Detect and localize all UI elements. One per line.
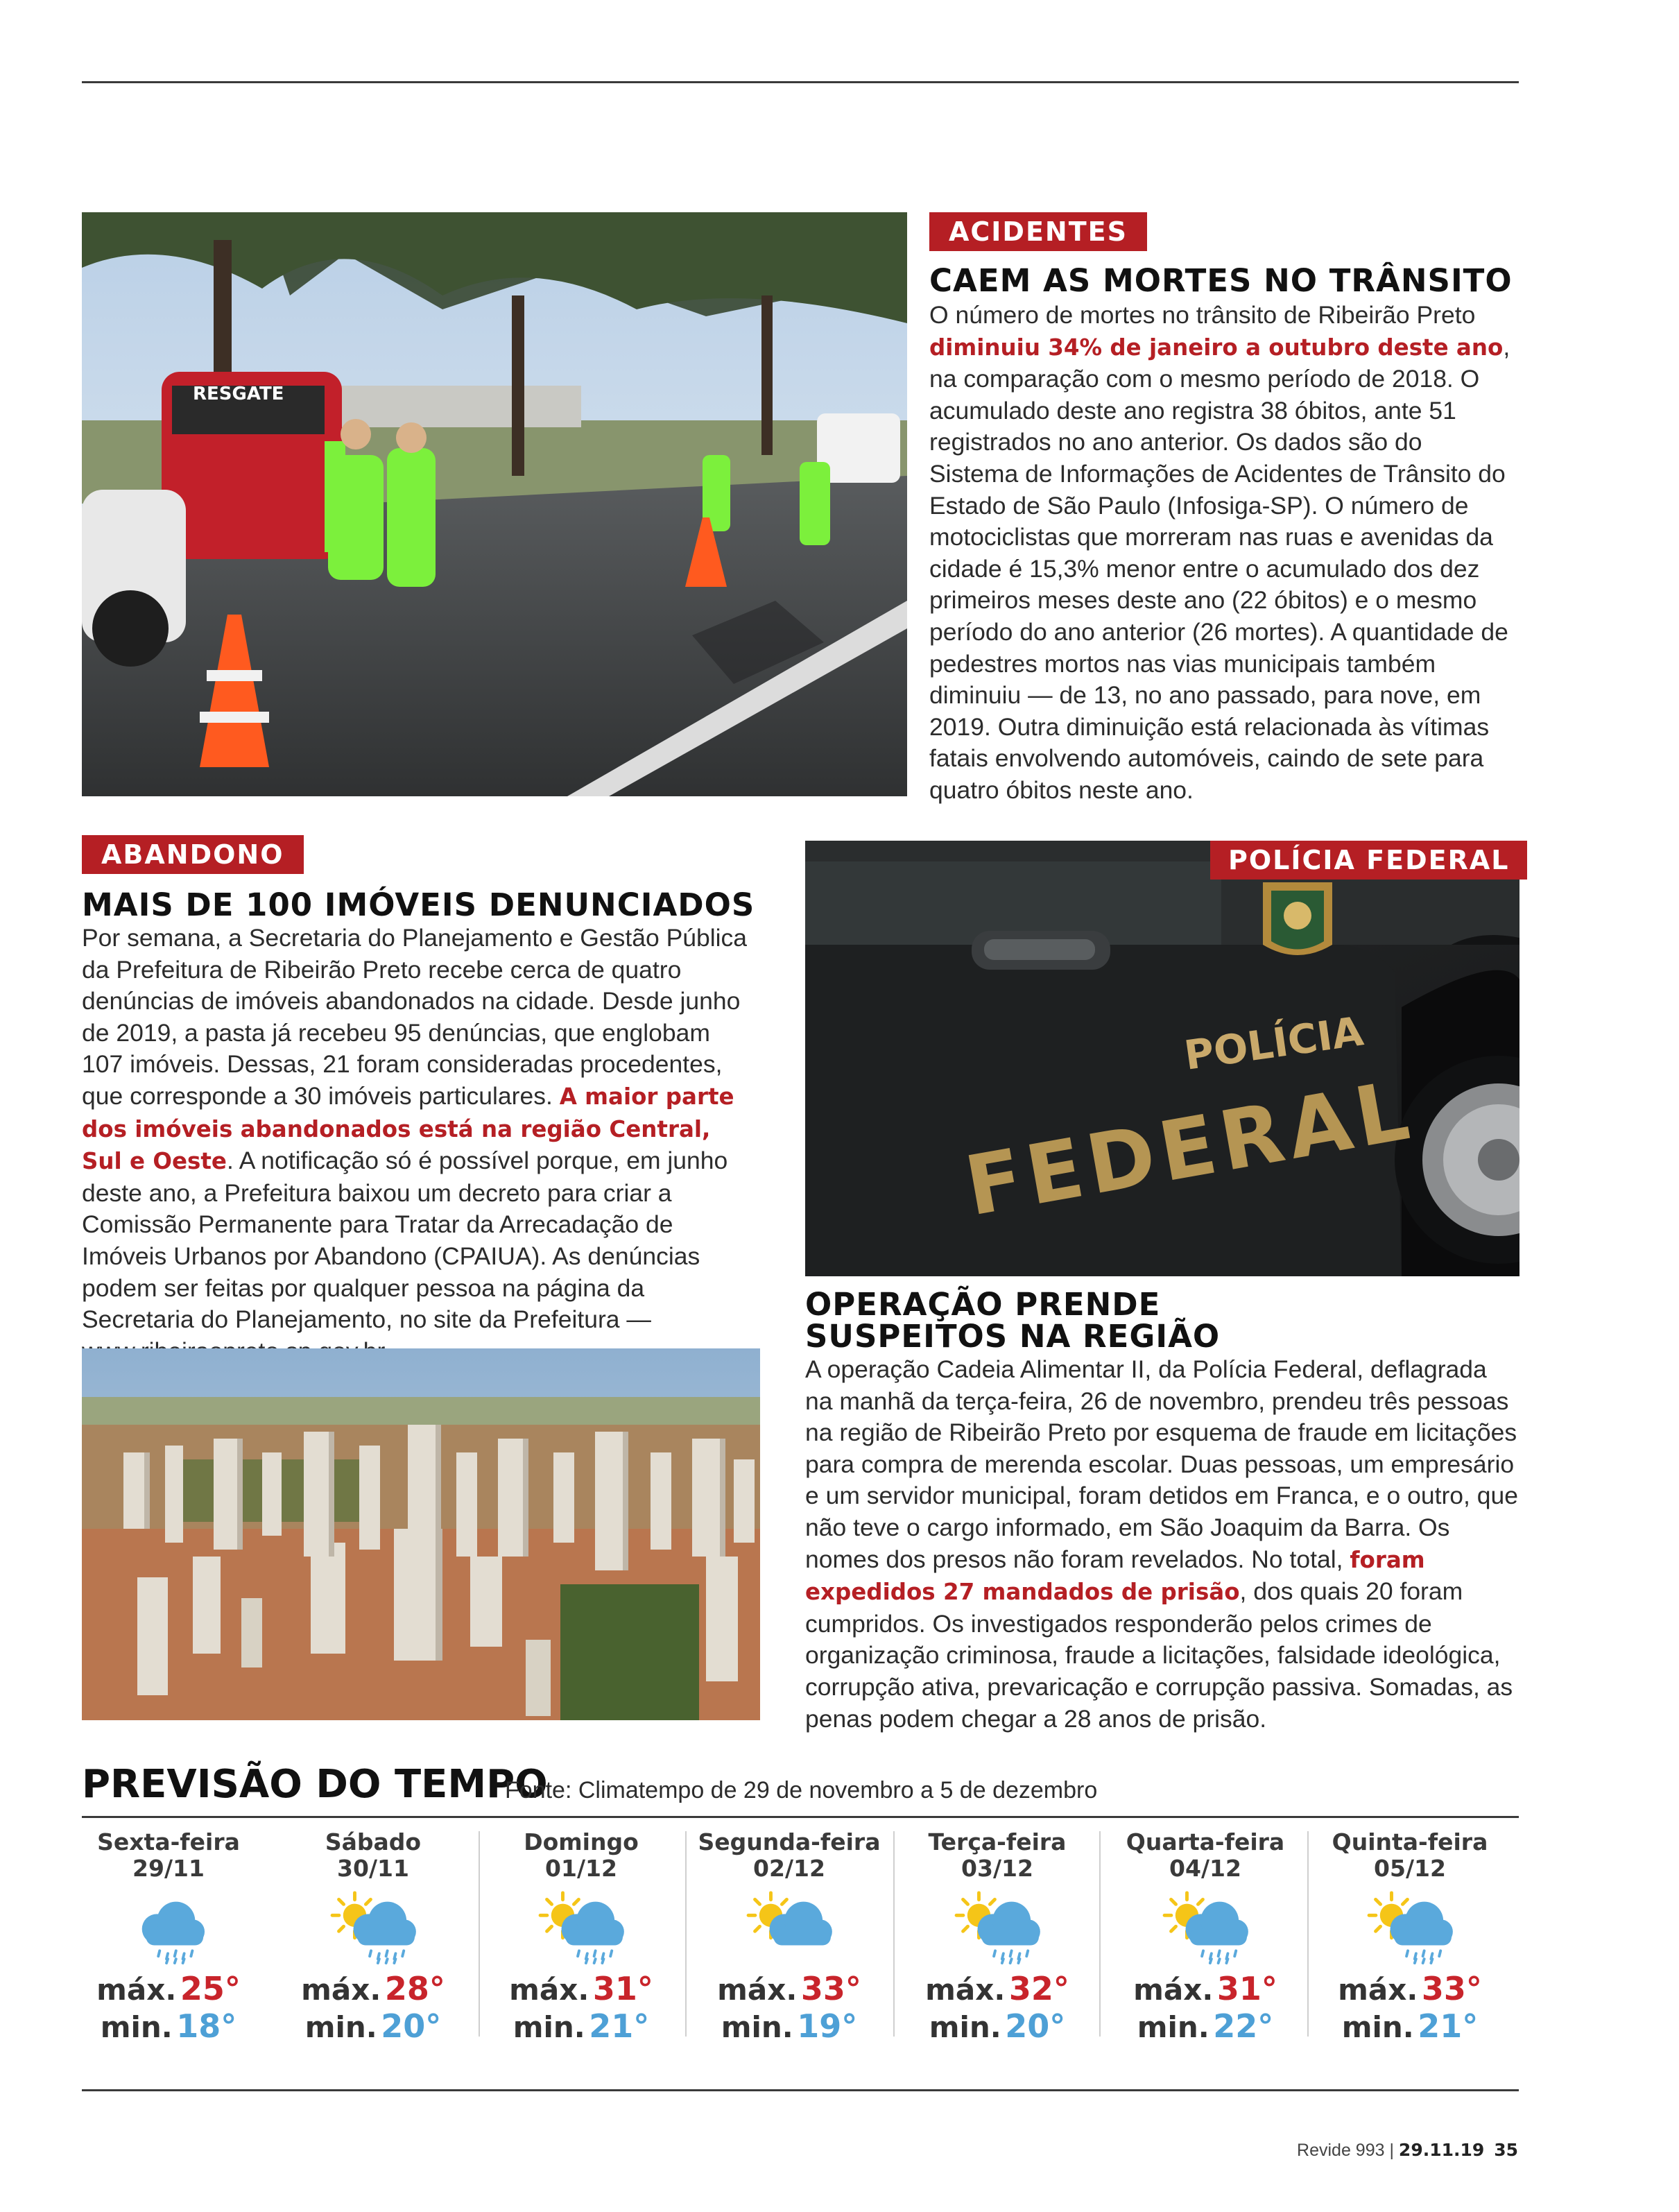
- page-folio: [1297, 2140, 1518, 2161]
- max-value: 31°: [1216, 1970, 1277, 2007]
- max-label: máx.: [1338, 1973, 1418, 2007]
- weather-day-1: [270, 1828, 476, 2045]
- weather-day-2: [479, 1828, 684, 2045]
- weather-top-rule: [82, 1816, 1519, 1818]
- day-date: 05/12: [1374, 1855, 1446, 1882]
- day-name: Terça-feira: [928, 1828, 1067, 1855]
- weather-column-divider: [1099, 1831, 1101, 2037]
- day-name: Quarta-feira: [1126, 1828, 1285, 1855]
- day-name: Segunda-feira: [698, 1828, 881, 1855]
- min-temperature: [895, 2007, 1100, 2045]
- folio-separator: |: [1389, 2141, 1394, 2160]
- weather-bottom-rule: [82, 2089, 1519, 2091]
- min-value: 19°: [797, 2007, 858, 2045]
- sun-cloud-rain-icon: [536, 1889, 626, 1966]
- day-date: 01/12: [545, 1855, 617, 1882]
- rain-drops-icon: [578, 1950, 612, 1963]
- rain-drops-icon: [1202, 1950, 1236, 1963]
- abandono-headline: MAIS DE 100 IMÓVEIS DENUNCIADOS: [82, 886, 755, 923]
- max-value: 28°: [384, 1970, 445, 2007]
- abandono-highlight: A maior parte dos imóveis abandonados está na região Central, Sul e Oeste: [82, 1083, 734, 1175]
- day-name: Sábado: [325, 1828, 422, 1855]
- max-value: 33°: [800, 1970, 861, 2007]
- police-vehicle-photo: [805, 841, 1519, 1276]
- max-label: máx.: [1133, 1973, 1214, 2007]
- day-date: 04/12: [1169, 1855, 1241, 1882]
- sun-cloud-rain-icon: [952, 1889, 1042, 1966]
- weather-day-4: [895, 1828, 1100, 2045]
- day-name: Quinta-feira: [1332, 1828, 1488, 1855]
- weather-title: PREVISÃO DO TEMPO: [82, 1762, 548, 1807]
- min-temperature: [1103, 2007, 1308, 2045]
- day-date: 29/11: [132, 1855, 205, 1882]
- accidents-body: O número de mortes no trânsito de Ribeirão Preto diminuiu 34% de janeiro a outubro deste ano, na comparação com o mesmo período de 2018. O acumulado deste ano registra 38 óbitos, ante 51 registrados no ano anterior. Os dados são do Sistema de Informações de Acidentes de Trânsito do Estado de São Paulo (Infosiga-SP). O número de motociclistas que morreram nas ruas e avenidas da cidade é 15,3% menor entre o acumulado dos dez primeiros meses deste ano (22 óbitos) e o mesmo período do ano anterior (26 mortes). A quantidade de pedestres mortos nas vias municipais também diminuiu — de 13, no ano passado, para nove, em 2019. Outra diminuição está relacionada às vítimas fatais envolvendo automóveis, caindo de sete para quatro óbitos neste ano.: [929, 301, 1510, 804]
- page-number: 35: [1494, 2140, 1518, 2160]
- weather-day-6: [1307, 1828, 1513, 2045]
- max-temperature: [479, 1970, 684, 2007]
- weather-column-divider: [685, 1831, 687, 2037]
- max-label: máx.: [301, 1973, 381, 2007]
- min-value: 20°: [381, 2007, 442, 2045]
- weather-source: Fonte: Climatempo de 29 de novembro a 5 de dezembro: [505, 1777, 1098, 1803]
- max-temperature: [270, 1970, 476, 2007]
- max-value: 32°: [1008, 1970, 1069, 2007]
- policia-highlight: foram expedidos 27 mandados de prisão: [805, 1546, 1425, 1606]
- weather-day-3: [687, 1828, 892, 2045]
- weather-column-divider: [1307, 1831, 1309, 2037]
- sun-cloud-rain-icon: [1160, 1889, 1250, 1966]
- rain-drops-icon: [158, 1950, 192, 1963]
- min-value: 22°: [1213, 2007, 1274, 2045]
- max-temperature: [66, 1970, 271, 2007]
- min-label: min.: [100, 2010, 173, 2044]
- day-date: 02/12: [753, 1855, 825, 1882]
- accidents-highlight: diminuiu 34% de janeiro a outubro deste ano: [929, 334, 1504, 361]
- rain-drops-icon: [370, 1950, 404, 1963]
- max-temperature: [1307, 1970, 1513, 2007]
- policia-category-tag: POLÍCIA FEDERAL: [1210, 841, 1527, 880]
- abandono-category-tag: ABANDONO: [82, 835, 304, 874]
- accidents-category-tag: ACIDENTES: [929, 212, 1147, 251]
- min-value: 18°: [176, 2007, 237, 2045]
- max-label: máx.: [925, 1973, 1006, 2007]
- max-label: máx.: [717, 1973, 798, 2007]
- cloud-icon: [142, 1902, 205, 1946]
- magazine-issue: Revide 993: [1297, 2141, 1385, 2160]
- svg-text:RESGATE: RESGATE: [193, 384, 284, 404]
- day-date: 03/12: [961, 1855, 1033, 1882]
- sun-cloud-rain-icon: [328, 1889, 418, 1966]
- weather-column-divider: [893, 1831, 895, 2037]
- max-temperature: [687, 1970, 892, 2007]
- weather-day-0: [66, 1828, 271, 2045]
- weather-day-5: [1103, 1828, 1308, 2045]
- min-value: 21°: [589, 2007, 650, 2045]
- rain-cloud-icon: [123, 1889, 214, 1966]
- top-rule: [82, 81, 1519, 83]
- rain-drops-icon: [1406, 1950, 1440, 1963]
- accidents-headline: CAEM AS MORTES NO TRÂNSITO: [929, 262, 1513, 299]
- sun-cloud-icon: [744, 1889, 834, 1966]
- min-value: 21°: [1418, 2007, 1479, 2045]
- day-date: 30/11: [337, 1855, 409, 1882]
- min-temperature: [1307, 2007, 1513, 2045]
- min-label: min.: [1341, 2010, 1414, 2044]
- day-name: Sexta-feira: [97, 1828, 240, 1855]
- min-temperature: [479, 2007, 684, 2045]
- policia-headline: OPERAÇÃO PRENDE SUSPEITOS NA REGIÃO: [805, 1286, 1221, 1355]
- accident-scene-photo: [82, 212, 907, 796]
- min-label: min.: [929, 2010, 1001, 2044]
- max-value: 31°: [592, 1970, 653, 2007]
- max-label: máx.: [96, 1973, 177, 2007]
- min-label: min.: [304, 2010, 377, 2044]
- min-label: min.: [721, 2010, 793, 2044]
- min-value: 20°: [1005, 2007, 1066, 2045]
- max-value: 33°: [1421, 1970, 1482, 2007]
- issue-date: 29.11.19: [1398, 2140, 1485, 2160]
- min-label: min.: [1137, 2010, 1209, 2044]
- weather-column-divider: [479, 1831, 480, 2037]
- max-temperature: [1103, 1970, 1308, 2007]
- min-label: min.: [513, 2010, 585, 2044]
- max-temperature: [895, 1970, 1100, 2007]
- rain-drops-icon: [994, 1950, 1028, 1963]
- min-temperature: [66, 2007, 271, 2045]
- svg-text:FEDERAL: FEDERAL: [958, 1061, 1422, 1235]
- policia-body: A operação Cadeia Alimentar II, da Polícia Federal, deflagrada na manhã da terça-feira, 26 de novembro, prendeu três pessoas na região de Ribeirão Preto por esquema de fraude em licitações para compra de merenda escolar. Duas pessoas, um empresário e um servidor municipal, foram detidos em Franca, e o outro, que não teve o cargo informado, em São Joaquim da Barra. Os nomes dos presos não foram revelados. No total, foram expedidos 27 mandados de prisão, dos quais 20 foram cumpridos. Os investigados responderão pelos crimes de organização criminosa, fraude a licitações, falsidade ideológica, corrupção ativa, prevaricação e corrupção passiva. Somadas, as penas podem chegar a 28 anos de prisão.: [805, 1355, 1519, 1733]
- sun-cloud-rain-icon: [1365, 1889, 1455, 1966]
- max-label: máx.: [509, 1973, 589, 2007]
- max-value: 25°: [180, 1970, 241, 2007]
- city-aerial-photo: [82, 1348, 760, 1720]
- min-temperature: [270, 2007, 476, 2045]
- day-name: Domingo: [524, 1828, 639, 1855]
- abandono-body: Por semana, a Secretaria do Planejamento e Gestão Pública da Prefeitura de Ribeirão Preto recebe cerca de quatro denúncias de imóveis abandonados na cidade. Desde junho de 2019, a pasta já recebeu 95 denúncias, que englobam 107 imóveis. Dessas, 21 foram consideradas procedentes, que corresponde a 30 imóveis particulares. A maior parte dos imóveis abandonados está na região Central, Sul e Oeste. A notificação só é possível porque, em junho deste ano, a Prefeitura baixou um decreto para criar a Comissão Permanente para Tratar da Arrecadação de Imóveis Urbanos por Abandono (CPAIUA). As denúncias podem ser feitas por qualquer pessoa na página da Secretaria do Planejamento, no site da Prefeitura —: [82, 924, 748, 1334]
- min-temperature: [687, 2007, 892, 2045]
- svg-text:POLÍCIA: POLÍCIA: [1181, 1007, 1366, 1079]
